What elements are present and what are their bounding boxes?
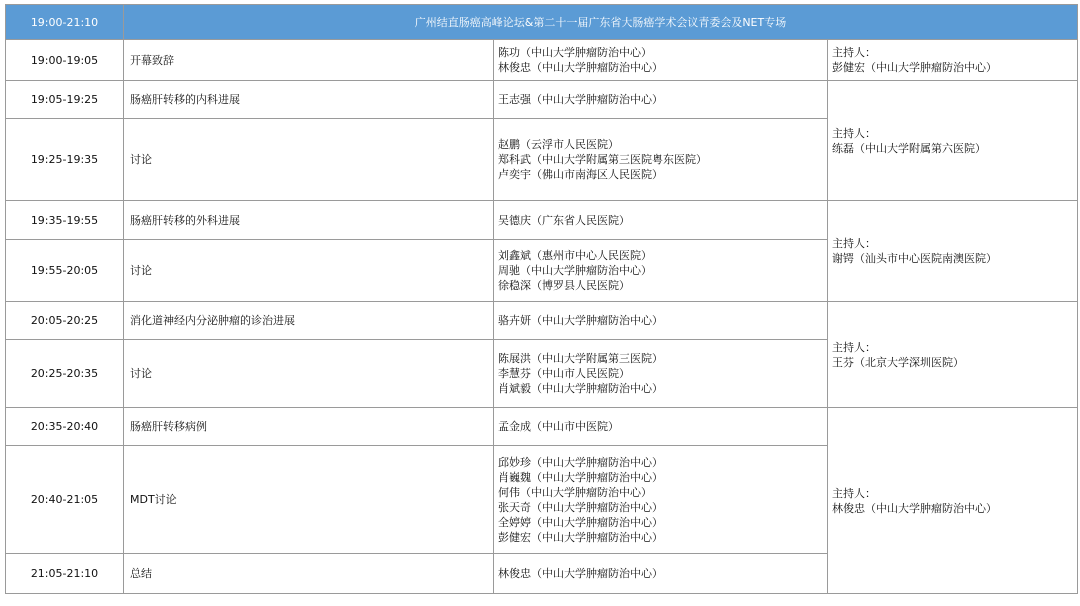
row-speakers bbox=[494, 340, 828, 408]
table-row bbox=[6, 408, 1078, 446]
speaker: 骆卉妍（中山大学肿瘤防治中心） bbox=[498, 314, 663, 327]
session-header-row bbox=[6, 5, 1078, 40]
speaker: 肖巍魏（中山大学肿瘤防治中心） bbox=[498, 470, 663, 484]
host-cell bbox=[828, 40, 1078, 81]
host-name: 王芬（北京大学深圳医院） bbox=[832, 355, 964, 369]
speaker: 彭健宏（中山大学肿瘤防治中心） bbox=[498, 530, 663, 544]
row-speakers bbox=[494, 119, 828, 201]
schedule bbox=[5, 4, 1077, 594]
row-time: 20:05-20:25 bbox=[6, 302, 124, 340]
row-topic: 讨论 bbox=[124, 119, 494, 201]
session-time: 19:00-21:10 bbox=[6, 5, 124, 40]
row-time: 19:25-19:35 bbox=[6, 119, 124, 201]
speaker: 赵鹏（云浮市人民医院） bbox=[498, 138, 619, 151]
table-row bbox=[6, 201, 1078, 240]
row-topic: 开幕致辞 bbox=[124, 40, 494, 81]
speaker: 徐稳深（博罗县人民医院） bbox=[498, 279, 630, 292]
speaker: 孟金成（中山市中医院） bbox=[498, 420, 619, 433]
table-row bbox=[6, 302, 1078, 340]
speaker: 陈展洪（中山大学附属第三医院） bbox=[498, 352, 663, 365]
row-topic: 消化道神经内分泌肿瘤的诊治进展 bbox=[124, 302, 494, 340]
row-speakers bbox=[494, 554, 828, 594]
row-time: 20:25-20:35 bbox=[6, 340, 124, 408]
host-name: 彭健宏（中山大学肿瘤防治中心） bbox=[832, 61, 997, 74]
row-speakers bbox=[494, 201, 828, 240]
speaker: 林俊忠（中山大学肿瘤防治中心） bbox=[498, 567, 663, 580]
speaker: 陈功（中山大学肿瘤防治中心） bbox=[498, 46, 652, 59]
speaker: 郑科武（中山大学附属第三医院粤东医院） bbox=[498, 153, 707, 166]
row-time: 20:40-21:05 bbox=[6, 446, 124, 554]
host-label: 主持人： bbox=[832, 46, 876, 59]
table-row bbox=[6, 81, 1078, 119]
row-time: 19:00-19:05 bbox=[6, 40, 124, 81]
speaker: 刘鑫斌（惠州市中心人民医院） bbox=[498, 249, 652, 262]
row-speakers bbox=[494, 40, 828, 81]
row-topic: 总结 bbox=[124, 554, 494, 594]
host-label: 主持人： bbox=[832, 237, 876, 250]
schedule-table bbox=[5, 4, 1078, 594]
host-name: 林俊忠（中山大学肿瘤防治中心） bbox=[832, 501, 997, 515]
session-title: 广州结直肠癌高峰论坛&第二十一届广东省大肠癌学术会议青委会及NET专场 bbox=[124, 5, 1078, 40]
row-speakers bbox=[494, 408, 828, 446]
speaker: 卢奕宇（佛山市南海区人民医院） bbox=[498, 168, 663, 181]
speaker: 李慧芬（中山市人民医院） bbox=[498, 367, 630, 380]
row-time: 19:55-20:05 bbox=[6, 240, 124, 302]
row-time: 19:05-19:25 bbox=[6, 81, 124, 119]
row-speakers bbox=[494, 302, 828, 340]
host-name: 练磊（中山大学附属第六医院） bbox=[832, 141, 986, 155]
row-speakers bbox=[494, 446, 828, 554]
row-speakers bbox=[494, 240, 828, 302]
speaker: 张天奇（中山大学肿瘤防治中心） bbox=[498, 500, 663, 514]
row-topic: MDT讨论 bbox=[124, 446, 494, 554]
speaker: 吴德庆（广东省人民医院） bbox=[498, 213, 630, 227]
row-time: 19:35-19:55 bbox=[6, 201, 124, 240]
row-topic: 讨论 bbox=[124, 240, 494, 302]
host-cell bbox=[828, 408, 1078, 594]
host-cell bbox=[828, 302, 1078, 408]
speaker: 肖斌毅（中山大学肿瘤防治中心） bbox=[498, 382, 663, 395]
row-time: 21:05-21:10 bbox=[6, 554, 124, 594]
host-cell bbox=[828, 201, 1078, 302]
host-name: 谢锷（汕头市中心医院南澳医院） bbox=[832, 252, 997, 265]
speaker: 周驰（中山大学肿瘤防治中心） bbox=[498, 264, 652, 277]
host-cell bbox=[828, 81, 1078, 201]
speaker: 邱妙珍（中山大学肿瘤防治中心） bbox=[498, 455, 663, 469]
speaker: 王志强（中山大学肿瘤防治中心） bbox=[498, 93, 663, 106]
speaker: 何伟（中山大学肿瘤防治中心） bbox=[498, 485, 652, 499]
row-time: 20:35-20:40 bbox=[6, 408, 124, 446]
row-topic: 肠癌肝转移病例 bbox=[124, 408, 494, 446]
row-topic: 肠癌肝转移的内科进展 bbox=[124, 81, 494, 119]
host-label: 主持人： bbox=[832, 486, 876, 500]
row-topic: 肠癌肝转移的外科进展 bbox=[124, 201, 494, 240]
host-label: 主持人： bbox=[832, 126, 876, 140]
speaker: 全婷婷（中山大学肿瘤防治中心） bbox=[498, 515, 663, 529]
table-row bbox=[6, 40, 1078, 81]
speaker: 林俊忠（中山大学肿瘤防治中心） bbox=[498, 61, 663, 74]
row-topic: 讨论 bbox=[124, 340, 494, 408]
row-speakers bbox=[494, 81, 828, 119]
host-label: 主持人： bbox=[832, 340, 876, 354]
